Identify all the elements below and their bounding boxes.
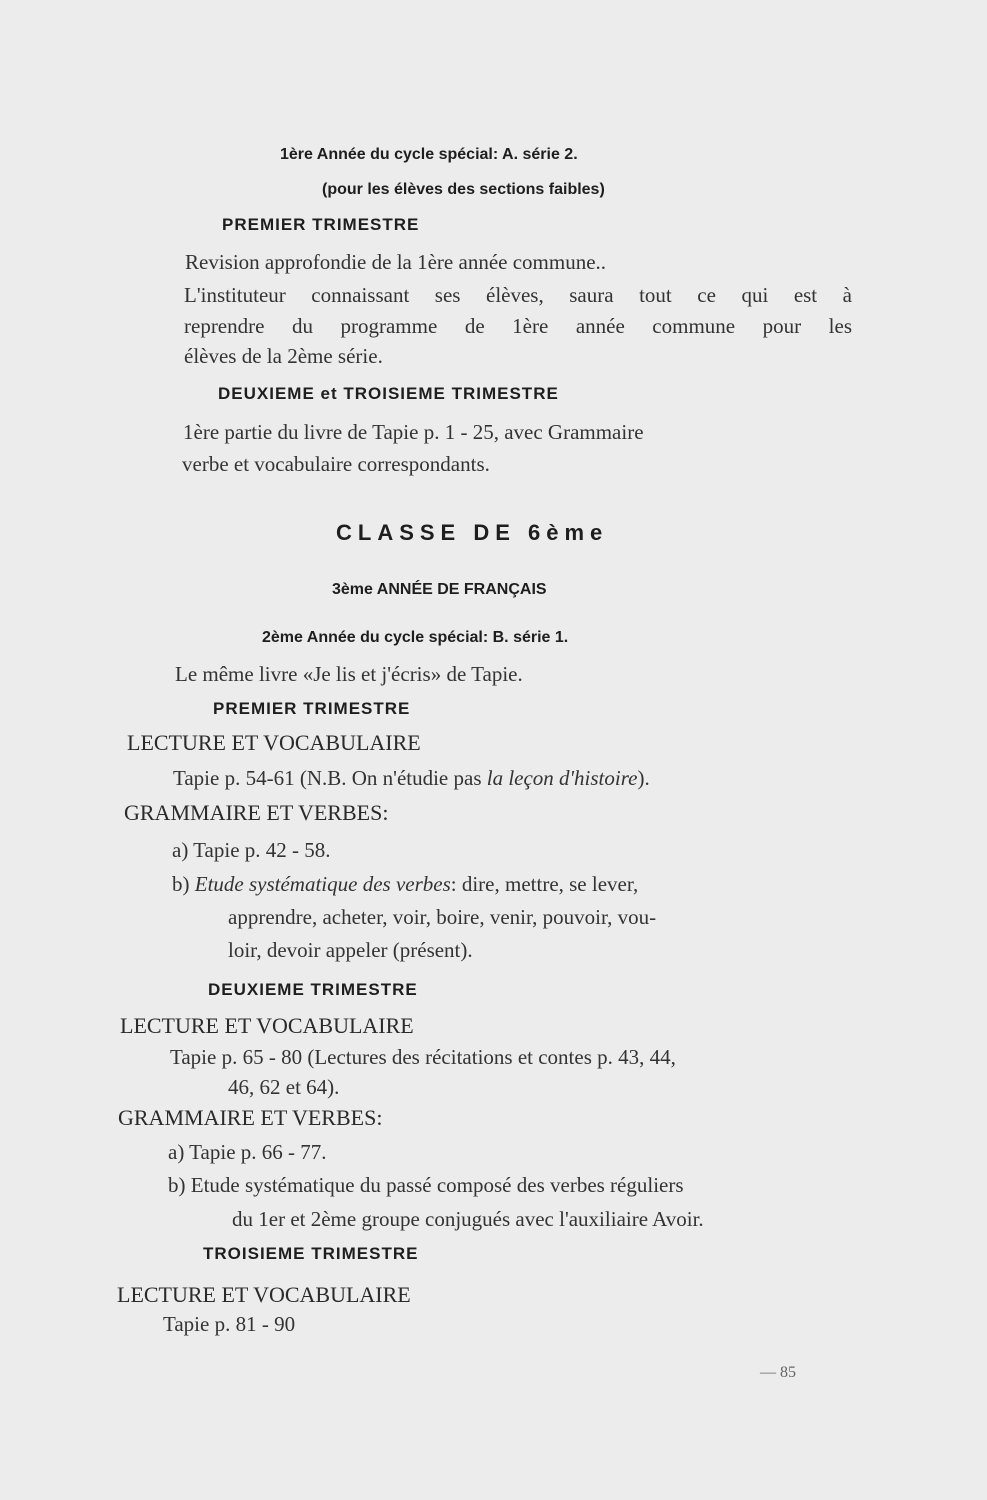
section-title: 1ère Année du cycle spécial: A. série 2. — [280, 146, 578, 163]
paragraph-line: verbe et vocabulaire correspondants. — [182, 452, 490, 476]
list-item-cont: apprendre, acheter, voir, boire, venir, pouvoir, vou- — [228, 905, 657, 929]
list-item: a) Tapie p. 42 - 58. — [172, 838, 331, 862]
heading-deuxieme-troisieme-trimestre: DEUXIEME et TROISIEME TRIMESTRE — [218, 384, 559, 403]
cycle-heading: 2ème Année du cycle spécial: B. série 1. — [262, 629, 569, 646]
paragraph-line: élèves de la 2ème série. — [184, 344, 383, 368]
heading-deuxieme-trimestre: DEUXIEME TRIMESTRE — [208, 980, 418, 999]
list-item-cont: loir, devoir appeler (présent). — [228, 938, 473, 962]
lecture-heading: LECTURE ET VOCABULAIRE — [127, 730, 421, 755]
list-item-cont: du 1er et 2ème groupe conjugués avec l'auxiliaire Avoir. — [232, 1207, 704, 1231]
italic-text: Etude systématique des verbes — [194, 872, 451, 896]
text: b) — [172, 872, 195, 896]
list-item — [172, 872, 638, 897]
lecture-heading: LECTURE ET VOCABULAIRE — [117, 1282, 411, 1307]
class-heading: CLASSE DE 6ème — [336, 520, 609, 545]
list-item: a) Tapie p. 66 - 77. — [168, 1140, 327, 1164]
paragraph-line: Revision approfondie de la 1ère année commune.. — [185, 250, 607, 274]
page-number: — 85 — [760, 1364, 796, 1381]
heading-troisieme-trimestre: TROISIEME TRIMESTRE — [203, 1244, 419, 1263]
paragraph-line: L'instituteur connaissant ses élèves, saura tout ce qui est à — [184, 283, 852, 307]
year-heading: 3ème ANNÉE DE FRANÇAIS — [332, 581, 547, 598]
book-line: Le même livre «Je lis et j'écris» de Tapie. — [175, 662, 523, 686]
grammaire-heading: GRAMMAIRE ET VERBES: — [118, 1105, 383, 1130]
text: Tapie p. 54-61 (N.B. On n'étudie pas — [173, 766, 487, 790]
section-subtitle: (pour les élèves des sections faibles) — [322, 181, 605, 198]
grammaire-heading: GRAMMAIRE ET VERBES: — [124, 800, 389, 825]
heading-premier-trimestre: PREMIER TRIMESTRE — [222, 215, 420, 234]
lecture-text: Tapie p. 65 - 80 (Lectures des récitations et contes p. 43, 44, — [170, 1045, 676, 1069]
lecture-text: 46, 62 et 64). — [228, 1075, 340, 1099]
heading-premier-trimestre: PREMIER TRIMESTRE — [213, 699, 411, 718]
paragraph-line: reprendre du programme de 1ère année commune pour les — [184, 314, 852, 338]
text: : dire, mettre, se lever, — [450, 872, 639, 896]
text: ). — [637, 766, 650, 790]
paragraph-line: 1ère partie du livre de Tapie p. 1 - 25, avec Grammaire — [183, 420, 644, 444]
italic-text: la leçon d'histoire — [486, 766, 638, 790]
list-item: b) Etude systématique du passé composé des verbes réguliers — [168, 1173, 684, 1197]
lecture-heading: LECTURE ET VOCABULAIRE — [120, 1013, 414, 1038]
lecture-text — [173, 766, 650, 791]
lecture-text: Tapie p. 81 - 90 — [163, 1312, 296, 1336]
